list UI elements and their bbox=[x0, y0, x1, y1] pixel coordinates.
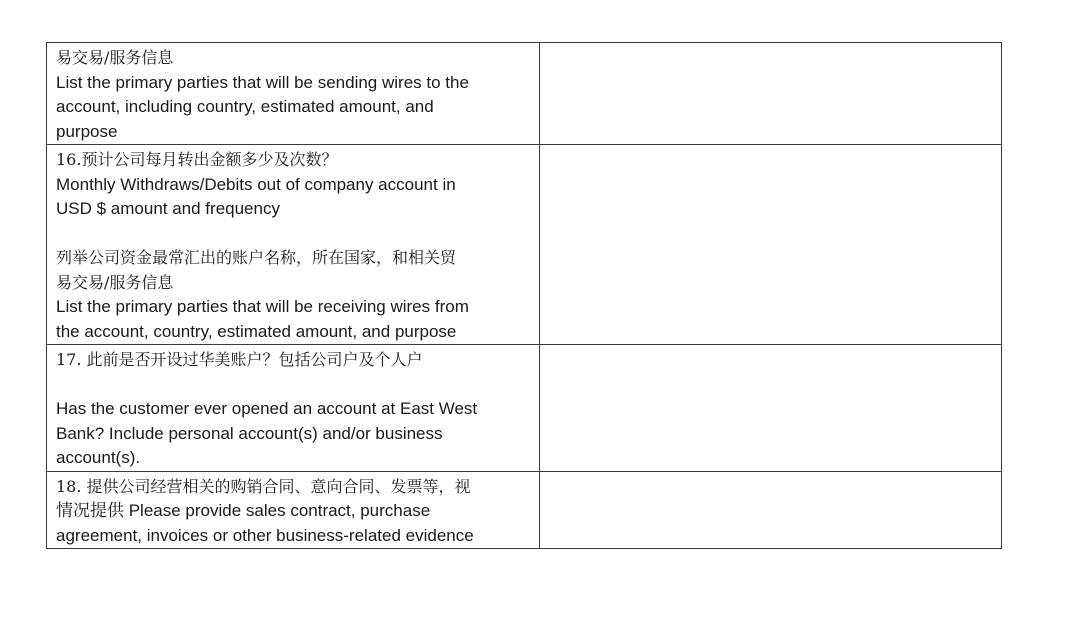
question-text: 情况提供 Please provide sales contract, purchase bbox=[56, 501, 431, 520]
table-row bbox=[47, 145, 1002, 345]
question-text: 16.预计公司每月转出金额多少及次数？ bbox=[56, 150, 338, 169]
table-row bbox=[47, 345, 1002, 472]
questionnaire-table bbox=[46, 42, 1002, 549]
question-text: the account, country, estimated amount, and purpose bbox=[56, 321, 457, 341]
question-cell bbox=[47, 345, 540, 472]
question-text: 列举公司资金最常汇出的账户名称，所在国家，和相关贸 bbox=[56, 248, 457, 267]
question-text: Bank? Include personal account(s) and/or business bbox=[56, 423, 443, 443]
answer-cell[interactable] bbox=[540, 145, 1002, 345]
question-text: Monthly Withdraws/Debits out of company account in bbox=[56, 174, 456, 194]
question-text: Has the customer ever opened an account at East West bbox=[56, 399, 478, 418]
question-text: 易交易/服务信息 bbox=[56, 48, 174, 67]
question-text: agreement, invoices or other business-related evidence bbox=[56, 525, 474, 545]
question-text: 17. 此前是否开设过华美账户？包括公司户及个人户 bbox=[56, 350, 423, 369]
question-cell bbox=[47, 471, 540, 549]
question-text: account, including country, estimated amount, and bbox=[56, 97, 434, 116]
question-cell bbox=[47, 43, 540, 145]
question-text: account(s). bbox=[56, 448, 141, 467]
question-text: USD $ amount and frequency bbox=[56, 199, 280, 218]
paragraph-gap bbox=[56, 373, 530, 398]
question-text: 易交易/服务信息 bbox=[56, 272, 174, 292]
question-text: 18. 提供公司经营相关的购销合同、意向合同、发票等，视 bbox=[56, 476, 471, 496]
question-text: purpose bbox=[56, 121, 118, 141]
question-cell bbox=[47, 145, 540, 345]
answer-cell[interactable] bbox=[540, 43, 1002, 145]
question-text: List the primary parties that will be receiving wires from bbox=[56, 297, 469, 316]
question-text: List the primary parties that will be sending wires to the bbox=[56, 72, 469, 92]
table-row bbox=[47, 471, 1002, 549]
answer-cell[interactable] bbox=[540, 345, 1002, 472]
table-row bbox=[47, 43, 1002, 145]
paragraph-gap bbox=[56, 222, 530, 247]
answer-cell[interactable] bbox=[540, 471, 1002, 549]
